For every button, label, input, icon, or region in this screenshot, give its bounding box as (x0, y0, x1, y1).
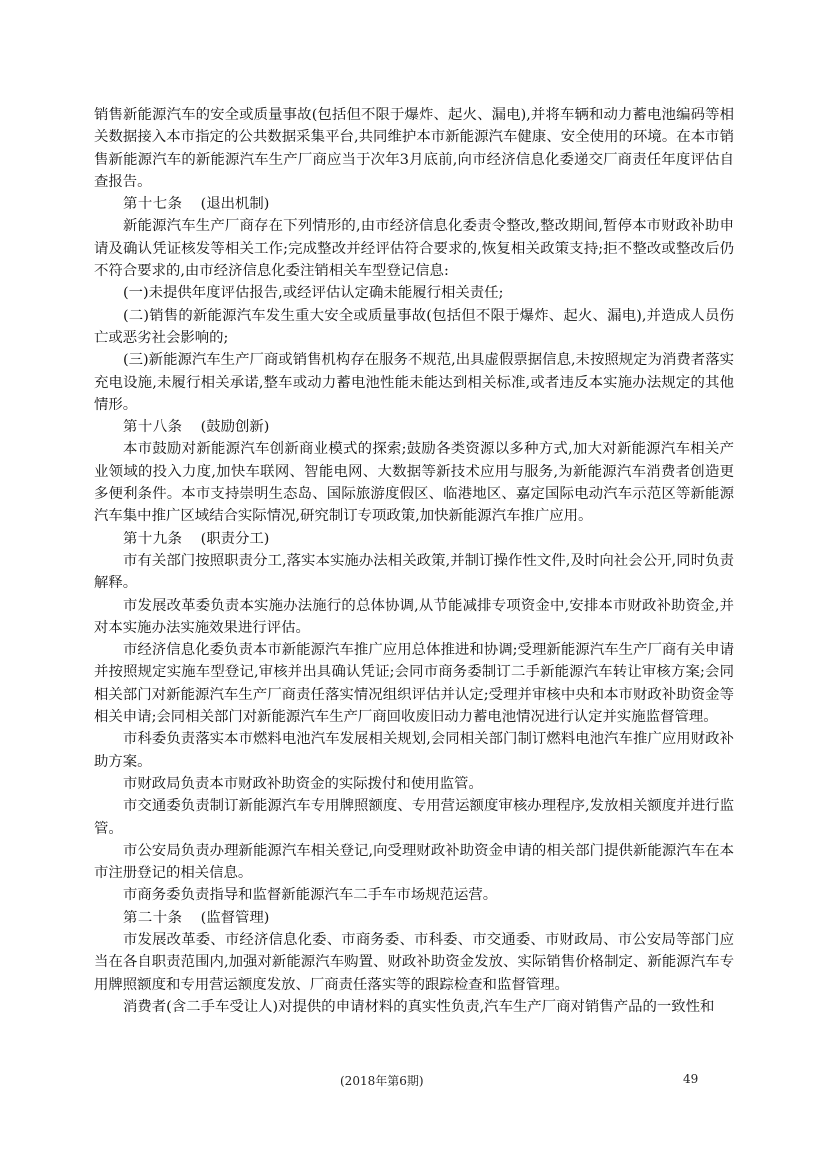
article-heading (94, 416, 734, 438)
body-paragraph: (一)未提供年度评估报告,或经评估认定确未能履行相关责任; (123, 285, 504, 302)
document-body (94, 104, 734, 1018)
body-paragraph: 市科委负责落实本市燃料电池汽车发展相关规划,会同相关部门制订燃料电池汽车推广应用财政补助方案。 (94, 731, 734, 770)
page-number: 49 (683, 1072, 699, 1086)
article-title: (监督管理) (200, 909, 270, 926)
body-paragraph: 市财政局负责本市财政补助资金的实际拨付和使用监管。 (123, 775, 483, 792)
article-heading (94, 528, 734, 550)
article-number: 第十七条 (123, 196, 183, 213)
article-heading (94, 907, 734, 929)
article-title: (职责分工) (200, 530, 270, 547)
page-footer (0, 1072, 827, 1092)
body-paragraph: 市发展改革委、市经济信息化委、市商务委、市科委、市交通委、市财政局、市公安局等部门应当在各自职责范围内,加强对新能源汽车购置、财政补助资金发放、实际销售价格制定、新能源汽车专用牌照额度和专用营运额度发放、厂商责任落实等的跟踪检查和监督管理。 (94, 931, 734, 993)
body-paragraph: 市交通委负责制订新能源汽车专用牌照额度、专用营运额度审核办理程序,发放相关额度并进行监管。 (94, 798, 734, 837)
body-paragraph: 消费者(含二手车受让人)对提供的申请材料的真实性负责,汽车生产厂商对销售产品的一致性和 (123, 998, 715, 1015)
article-heading (94, 193, 734, 215)
body-paragraph: 市经济信息化委负责本市新能源汽车推广应用总体推进和协调;受理新能源汽车生产厂商有关申请并按照规定实施车型登记,审核并出具确认凭证;会同市商务委制订二手新能源汽车转让审核方案;会同相关部门对新能源汽车生产厂商责任落实情况组织评估并认定;受理并审核中央和本市财政补助资金等相关申请;会同相关部门对新能源汽车生产厂商回收废旧动力蓄电池情况进行认定并实施监督管理。 (94, 642, 734, 726)
body-paragraph: 市商务委负责指导和监督新能源汽车二手车市场规范运营。 (123, 887, 498, 904)
article-number: 第二十条 (123, 909, 183, 926)
article-title: (退出机制) (200, 196, 270, 213)
body-paragraph: 市有关部门按照职责分工,落实本实施办法相关政策,并制订操作性文件,及时向社会公开,同时负责解释。 (94, 552, 734, 592)
article-title: (鼓励创新) (200, 419, 270, 436)
article-number: 第十八条 (123, 419, 183, 436)
body-paragraph: 新能源汽车生产厂商存在下列情形的,由市经济信息化委责令整改,整改期间,暂停本市财政补助申请及确认凭证核发等相关工作;完成整改并经评估符合要求的,恢复相关政策支持;拒不整改或整改后仍不符合要求的,由市经济信息化委注销相关车型登记信息: (94, 218, 734, 280)
body-paragraph: 销售新能源汽车的安全或质量事故(包括但不限于爆炸、起火、漏电),并将车辆和动力蓄电池编码等相关数据接入本市指定的公共数据采集平台,共同维护本市新能源汽车健康、安全使用的环境。在本市销售新能源汽车的新能源汽车生产厂商应当于次年3月底前,向市经济信息化委递交厂商责任年度评估自查报告。 (94, 107, 734, 190)
body-paragraph: 市公安局负责办理新能源汽车相关登记,向受理财政补助资金申请的相关部门提供新能源汽车在本市注册登记的相关信息。 (94, 842, 734, 882)
article-number: 第十九条 (123, 530, 183, 547)
issue-label: (2018年第6期) (340, 1074, 424, 1088)
body-paragraph: (二)销售的新能源汽车发生重大安全或质量事故(包括但不限于爆炸、起火、漏电),并造成人员伤亡或恶劣社会影响的; (94, 307, 734, 346)
body-paragraph: (三)新能源汽车生产厂商或销售机构存在服务不规范,出具虚假票据信息,未按照规定为消费者落实充电设施,未履行相关承诺,整车或动力蓄电池性能未能达到相关标准,或者违反本实施办法规定的其他情形。 (94, 352, 734, 413)
body-paragraph: 市发展改革委负责本实施办法施行的总体协调,从节能减排专项资金中,安排本市财政补助资金,并对本实施办法实施效果进行评估。 (94, 597, 734, 636)
body-paragraph: 本市鼓励对新能源汽车创新商业模式的探索;鼓励各类资源以多种方式,加大对新能源汽车相关产业领域的投入力度,加快车联网、智能电网、大数据等新技术应用与服务,为新能源汽车消费者创造更多便利条件。本市支持崇明生态岛、国际旅游度假区、临港地区、嘉定国际电动汽车示范区等新能源汽车集中推广区域结合实际情况,研究制订专项政策,加快新能源汽车推广应用。 (94, 441, 734, 525)
